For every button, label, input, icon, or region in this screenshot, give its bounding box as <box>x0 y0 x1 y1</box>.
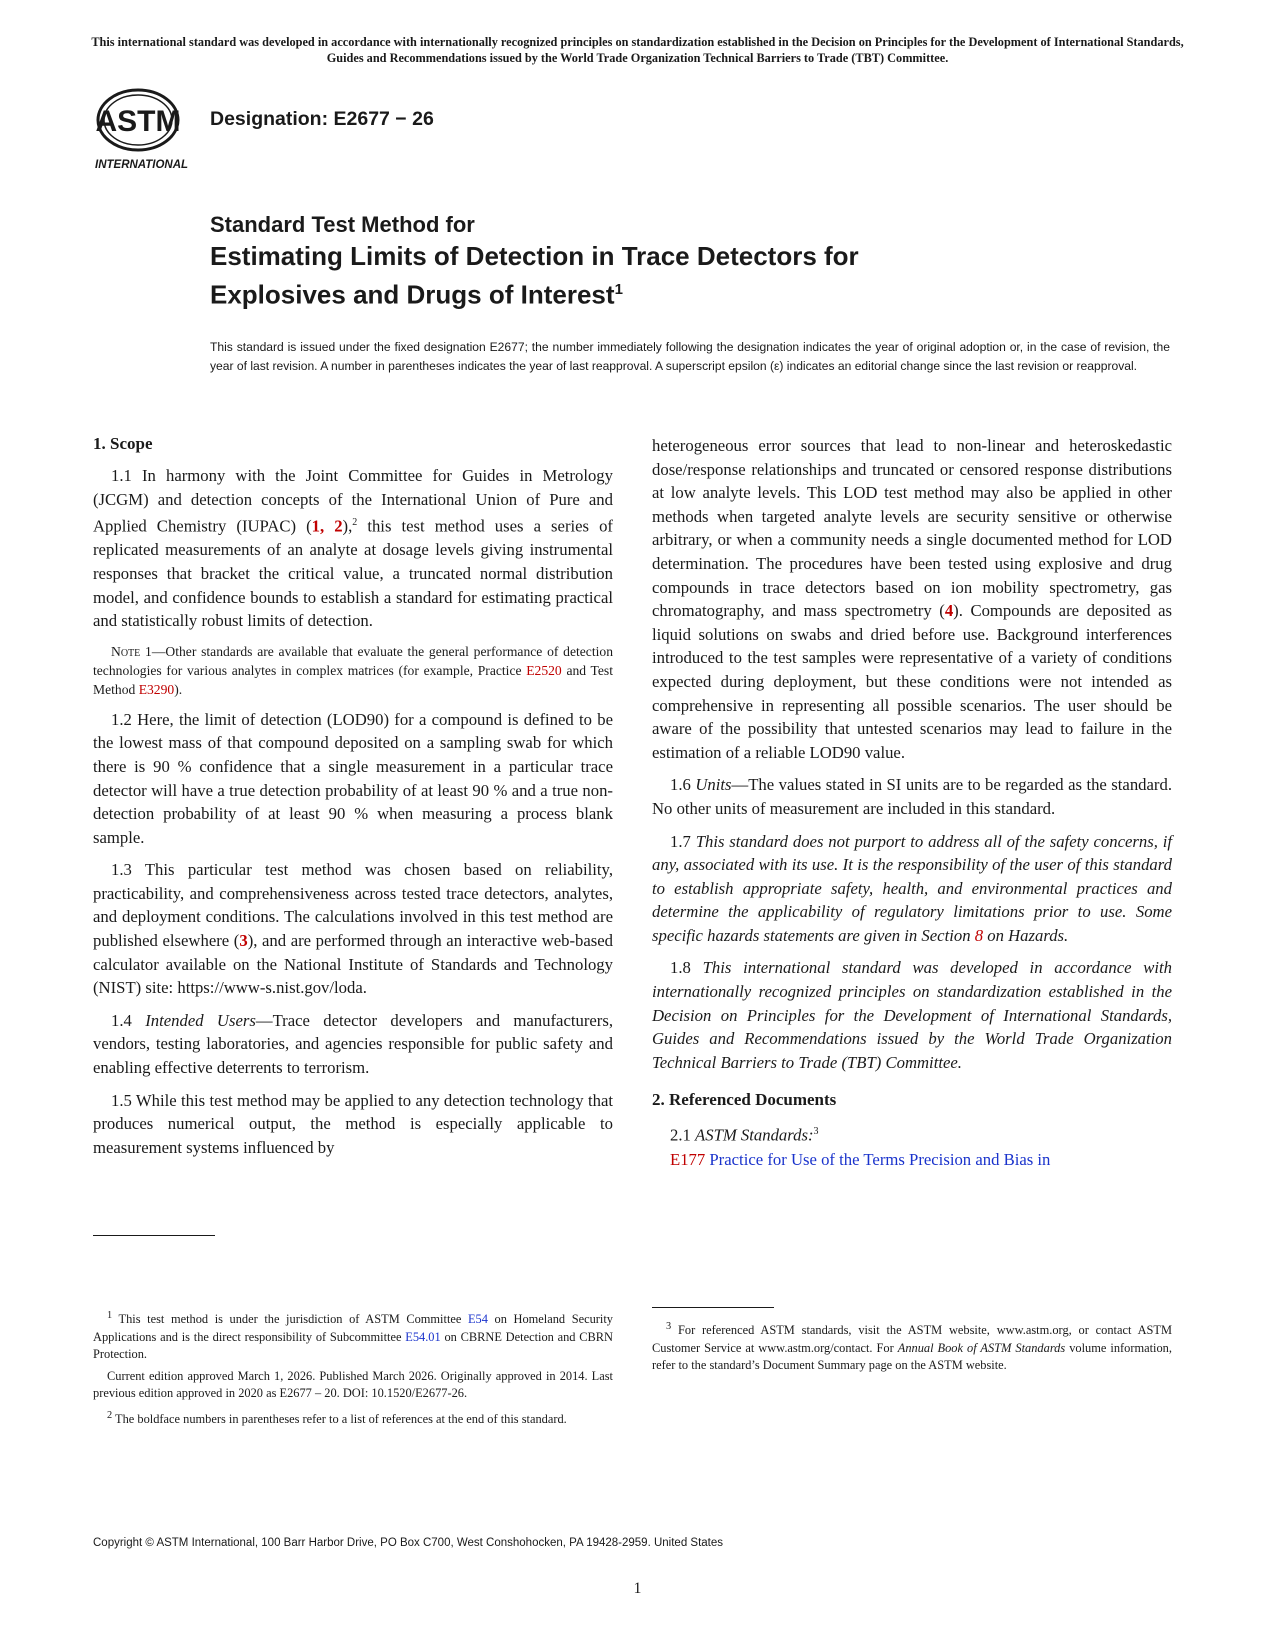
para-1-3 <box>93 858 613 1000</box>
para-1-5-continued <box>652 434 1172 764</box>
header-notice: This international standard was developed in accordance with internationally recognized principles on standardization established in the Decision on Principles for the Development of International Standards, Guides and Recommendations issued by the World Trade Organization Technical Barriers to Trade (TBT) Committee. <box>91 35 1184 65</box>
para-1-2: 1.2 Here, the limit of detection (LOD90) for a compound is defined to be the lowest mass of that compound deposited on a sampling swab for which there is 90 % confidence that a single measurement in a particular trace detector will have a true detection probability of at least 90 % and a true non-detection probability of at least 90 % when measuring a process blank sample. <box>93 709 613 847</box>
title-line-2 <box>210 273 859 312</box>
footnote-2-text: The boldface numbers in parentheses refer to a list of references at the end of this standard. <box>112 1411 567 1426</box>
astm-logo <box>92 88 196 174</box>
footnote-1 <box>93 1307 613 1364</box>
footnote-2-num: 2 <box>107 1409 113 1421</box>
title-footnote-marker[interactable]: 1 <box>614 281 623 298</box>
footnote-1-edition: Current edition approved March 1, 2026. Published March 2026. Originally approved in 2014. Last previous edition approved in 2020 as E2677 – 20. DOI: 10.1520/E2677-26. <box>93 1368 613 1401</box>
note-1-end: ). <box>174 681 183 697</box>
note-1-mid: and Test Method <box>93 662 613 697</box>
para-1-7-num: 1.7 <box>670 831 696 851</box>
para-1-1-text: 1.1 In harmony with the Joint Committee for Guides in Metrology (JCGM) and detection concepts of the International Union of Pure and Applied Chemistry (IUPAC) ( <box>93 466 613 536</box>
para-1-8-num: 1.8 <box>670 958 703 978</box>
designation: Designation: E2677 − 26 <box>210 108 434 130</box>
right-column <box>652 434 1172 1180</box>
para-1-6-text: —The values stated in SI units are to be regarded as the standard. No other units of measurement are included in this standard. <box>652 775 1172 818</box>
note-1 <box>93 642 613 699</box>
para-1-1-rest: this test method uses a series of replicated measurements of an analyte at dosage levels giving instrumental responses that bracket the critical value, a truncated normal distribution model, and confidence bounds to establish a standard for estimating practical and statistically robust limits of detection. <box>93 516 613 631</box>
para-1-7-text: This standard does not purport to address all of the safety concerns, if any, associated with its use. It is the responsibility of the user of this standard to establish appropriate safety, health, and environmental practices and determine the applicability of regulatory limitations prior to use. Some specific hazards statements are given in Section <box>652 831 1173 945</box>
note-label: Note <box>111 643 141 659</box>
para-1-3-text: 1.3 This particular test method was chosen based on reliability, practicability, and comprehensiveness across tested trace detectors, analytes, and deployment conditions. The calculations involved in this test method are published elsewhere ( <box>93 860 613 951</box>
footnote-3-end: volume information, refer to the standard’s Document Summary page on the ASTM website. <box>652 1340 1172 1373</box>
left-column <box>93 432 613 1168</box>
para-1-8 <box>652 956 1172 1074</box>
footnote-1-text: This test method is under the jurisdiction of ASTM Committee <box>112 1312 468 1327</box>
footnote-rule-right <box>652 1307 774 1308</box>
link-e177-title[interactable]: Practice for Use of the Terms Precision and Bias in <box>705 1149 1051 1169</box>
footnote-marker-3[interactable]: 3 <box>813 1126 819 1138</box>
link-e3290[interactable]: E3290 <box>138 681 175 697</box>
para-1-4 <box>93 1009 613 1080</box>
para-1-6-num: 1.6 <box>670 775 696 795</box>
para-1-5-cont-rest: ). Compounds are deposited as liquid solutions on swabs and dried before use. Background interferences introduced to the test samples were representative of a variety of conditions expected during deployment, but these conditions were not intended as comprehensive in representing all possible scenarios. The user should be aware of the possibility that untested scenarios may lead to failure in the estimation of a reliable LOD90 value. <box>652 601 1172 762</box>
link-section-8[interactable]: 8 <box>974 925 984 945</box>
link-e177[interactable]: E177 <box>670 1149 706 1169</box>
para-2-1-num: 2.1 <box>670 1126 696 1145</box>
logo-brand-text: ASTM <box>95 105 181 138</box>
footnote-3-text: For referenced ASTM standards, visit the ASTM website, www.astm.org, or contact ASTM Customer Service at www.astm.org/contact. For <box>652 1323 1172 1355</box>
footnote-1-num: 1 <box>107 1310 113 1321</box>
footnote-3-book: Annual Book of ASTM Standards <box>897 1340 1066 1355</box>
title-line-1: Estimating Limits of Detection in Trace Detectors for <box>210 241 859 271</box>
footnote-rule-left <box>93 1235 215 1236</box>
para-2-1-term: ASTM Standards: <box>695 1126 814 1145</box>
astm-logo-mark <box>92 88 196 174</box>
ref-link-1[interactable]: 1 <box>311 516 320 536</box>
para-1-5: 1.5 While this test method may be applied to any detection technology that produces numerical output, the method is especially applicable to measurement systems influenced by <box>93 1090 613 1157</box>
footnote-marker-2[interactable]: 2 <box>352 517 358 529</box>
link-e54[interactable]: E54 <box>467 1312 488 1327</box>
section-1-heading: 1. Scope <box>93 434 153 453</box>
section-2-heading: 2. Referenced Documents <box>652 1090 837 1110</box>
title-block <box>210 211 859 312</box>
ref-link-4[interactable]: 4 <box>944 601 954 621</box>
ref-separator: , <box>319 516 335 536</box>
copyright: Copyright © ASTM International, 100 Barr Harbor Drive, PO Box C700, West Conshohocken, PA 19428-2959. United States <box>93 1537 724 1549</box>
ref-link-3[interactable]: 3 <box>239 931 248 951</box>
footnote-1-mid: on Homeland Security Applications and is the direct responsibility of Subcommittee <box>93 1312 613 1344</box>
footnotes-left <box>93 1307 613 1432</box>
note-1-text: 1—Other standards are available that evaluate the general performance of detection technologies for various analytes in complex matrices (for example, Practice <box>93 643 613 678</box>
para-2-1 <box>652 1120 1172 1147</box>
para-1-6-term: Units <box>695 775 732 795</box>
ref-link-2[interactable]: 2 <box>334 516 343 536</box>
para-1-5-cont-text: heterogeneous error sources that lead to non-linear and heteroskedastic dose/response relationships and truncated or censored response distributions at low analyte levels. This LOD test method may also be applied in other methods when targeted analyte levels are security sensitive or otherwise arbitrary, or when a community needs a single documented method for LOD determination. The procedures have been tested using explosive and drug compounds in trace detectors based on ion mobility spectrometry, gas chromatography, and mass spectrometry ( <box>652 436 1172 621</box>
logo-sub-text: INTERNATIONAL <box>95 159 189 171</box>
footnote-3-num: 3 <box>666 1321 672 1332</box>
para-1-7-end: on Hazards. <box>983 925 1069 945</box>
title-line-2-text: Explosives and Drugs of Interest <box>210 279 615 310</box>
issue-note: This standard is issued under the fixed designation E2677; the number immediately following the designation indicates the year of original adoption or, in the case of revision, the year of last revision. A number in parentheses indicates the year of last reapproval. A superscript epsilon (ε) indicates an editorial change since the last revision or reapproval. <box>210 340 1170 373</box>
para-1-1-close: ), <box>342 516 353 536</box>
title-pre: Standard Test Method for <box>210 212 475 237</box>
link-e2520[interactable]: E2520 <box>526 662 562 678</box>
ref-e177 <box>652 1148 1172 1172</box>
footnotes-right <box>652 1318 1172 1379</box>
para-1-8-text: This international standard was developed in accordance with internationally recognized principles on standardization established in the Decision on Principles for the Development of International Standards, Guides and Recommendations issued by the World Trade Organization Technical Barriers to Trade (TBT) Committee. <box>652 958 1172 1072</box>
footnote-2 <box>93 1407 613 1429</box>
page-number: 1 <box>633 1580 642 1597</box>
footnote-3 <box>652 1318 1172 1375</box>
para-1-6 <box>652 773 1172 820</box>
para-1-4-num: 1.4 <box>111 1010 146 1030</box>
para-1-3-rest: ), and are performed through an interactive web-based calculator available on the National Institute of Standards and Technology (NIST) site: https://www-s.nist.gov/loda. <box>93 931 613 998</box>
para-1-4-text: —Trace detector developers and manufacturers, vendors, testing laboratories, and agencies responsible for public safety and enabling effective deterrents to terrorism. <box>93 1010 614 1078</box>
para-1-1 <box>93 464 613 633</box>
footnote-1-end: on CBRNE Detection and CBRN Protection. <box>93 1329 613 1362</box>
para-1-7 <box>652 830 1172 948</box>
link-e54-01[interactable]: E54.01 <box>405 1329 441 1344</box>
para-1-4-term: Intended Users <box>145 1010 256 1030</box>
